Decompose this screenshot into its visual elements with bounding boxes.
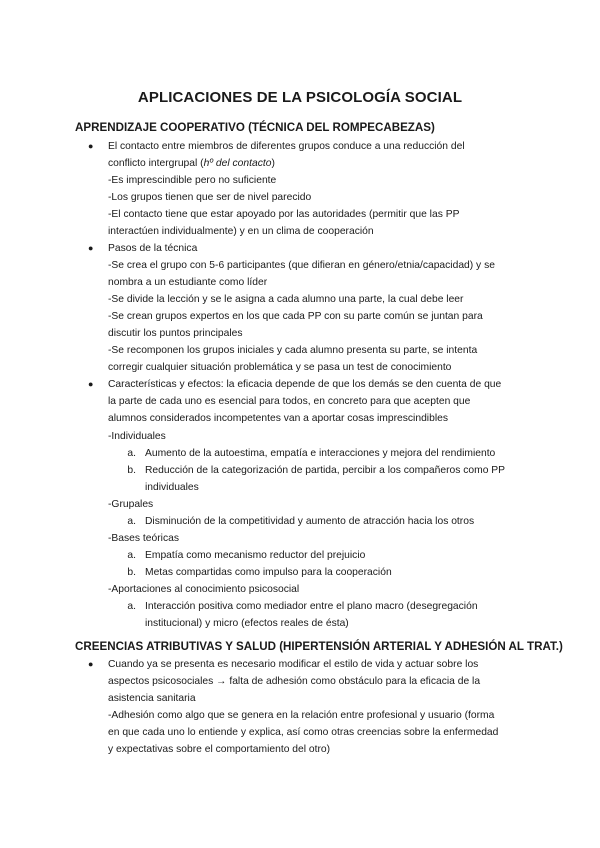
list-item: Interacción positiva como mediador entre el plano macro (desegregación (145, 601, 478, 612)
italic-term: hº del contacto (203, 158, 272, 169)
bullet-icon: ● (88, 243, 94, 253)
sub-heading-individuales: -Individuales (108, 431, 166, 442)
sub-point-continuation: interactúen individualmente) y en un clima de cooperación (108, 226, 374, 237)
list-marker: b. (127, 567, 136, 578)
text-line: aspectos psicosociales → falta de adhesión como obstáculo para la eficacia de la (108, 676, 481, 687)
sub-point-continuation: y expectativas sobre el comportamiento del otro) (108, 744, 331, 755)
section-heading-attributive-beliefs: CREENCIAS ATRIBUTIVAS Y SALUD (HIPERTENSIÓN ARTERIAL Y ADHESIÓN AL TRAT.) (75, 640, 563, 653)
list-marker: a. (127, 550, 136, 561)
sub-heading-bases-teoricas: -Bases teóricas (108, 533, 179, 544)
text-line: la parte de cada uno es esencial para todos, en concreto para que acepten que (108, 396, 471, 407)
list-item: Empatía como mecanismo reductor del prejuicio (145, 550, 366, 561)
list-item-continuation: institucional) y micro (efectos reales de ésta) (145, 618, 349, 629)
sub-point: -Los grupos tienen que ser de nivel parecido (108, 192, 312, 203)
sub-point-continuation: discutir los puntos principales (108, 328, 243, 339)
text-line: Características y efectos: la eficacia depende de que los demás se den cuenta de que (108, 379, 502, 390)
bullet-icon: ● (88, 379, 94, 389)
text-line: asistencia sanitaria (108, 693, 196, 704)
list-item: Reducción de la categorización de partida, percibir a los compañeros como PP (145, 465, 506, 476)
sub-heading-grupales: -Grupales (108, 499, 154, 510)
list-item-continuation: individuales (145, 482, 199, 493)
list-item: Disminución de la competitividad y aumento de atracción hacia los otros (145, 516, 475, 527)
text-line: El contacto entre miembros de diferentes grupos conduce a una reducción del (108, 141, 465, 152)
list-marker: a. (127, 601, 136, 612)
list-item: Aumento de la autoestima, empatía e interacciones y mejora del rendimiento (145, 448, 496, 459)
sub-point-continuation: corregir cualquier situación problemática y se pasa un test de conocimiento (108, 362, 452, 373)
sub-point: -Se crea el grupo con 5-6 participantes (que difieran en género/etnia/capacidad) y se (108, 260, 495, 271)
text-line: Cuando ya se presenta es necesario modificar el estilo de vida y actuar sobre los (108, 659, 479, 670)
document-title: APLICACIONES DE LA PSICOLOGÍA SOCIAL (137, 89, 463, 106)
sub-point: -Se recomponen los grupos iniciales y cada alumno presenta su parte, se intenta (108, 345, 478, 356)
sub-point: -Es imprescindible pero no suficiente (108, 175, 277, 186)
sub-point-continuation: nombra a un estudiante como líder (108, 277, 268, 288)
text-line: conflicto intergrupal (hº del contacto) (108, 158, 275, 169)
list-marker: a. (127, 448, 136, 459)
sub-point-continuation: en que cada uno lo entiende y explica, así como otras creencias sobre la enfermedad (108, 727, 499, 738)
section-heading-cooperative-learning: APRENDIZAJE COOPERATIVO (TÉCNICA DEL ROMPECABEZAS) (75, 121, 435, 134)
text-line: Pasos de la técnica (108, 243, 198, 254)
list-marker: a. (127, 516, 136, 527)
list-item: Metas compartidas como impulso para la cooperación (145, 567, 392, 578)
bullet-icon: ● (88, 659, 94, 669)
sub-point: -El contacto tiene que estar apoyado por las autoridades (permitir que las PP (108, 209, 460, 220)
sub-point: -Se divide la lección y se le asigna a cada alumno una parte, la cual debe leer (108, 294, 464, 305)
text-line: alumnos considerados incompetentes van a aportar cosas imprescindibles (108, 413, 448, 424)
bullet-icon: ● (88, 141, 94, 151)
sub-point: -Adhesión como algo que se genera en la relación entre profesional y usuario (forma (108, 710, 495, 721)
sub-heading-aportaciones: -Aportaciones al conocimiento psicosocial (108, 584, 300, 595)
list-marker: b. (127, 465, 136, 476)
sub-point: -Se crean grupos expertos en los que cada PP con su parte común se juntan para (108, 311, 483, 322)
